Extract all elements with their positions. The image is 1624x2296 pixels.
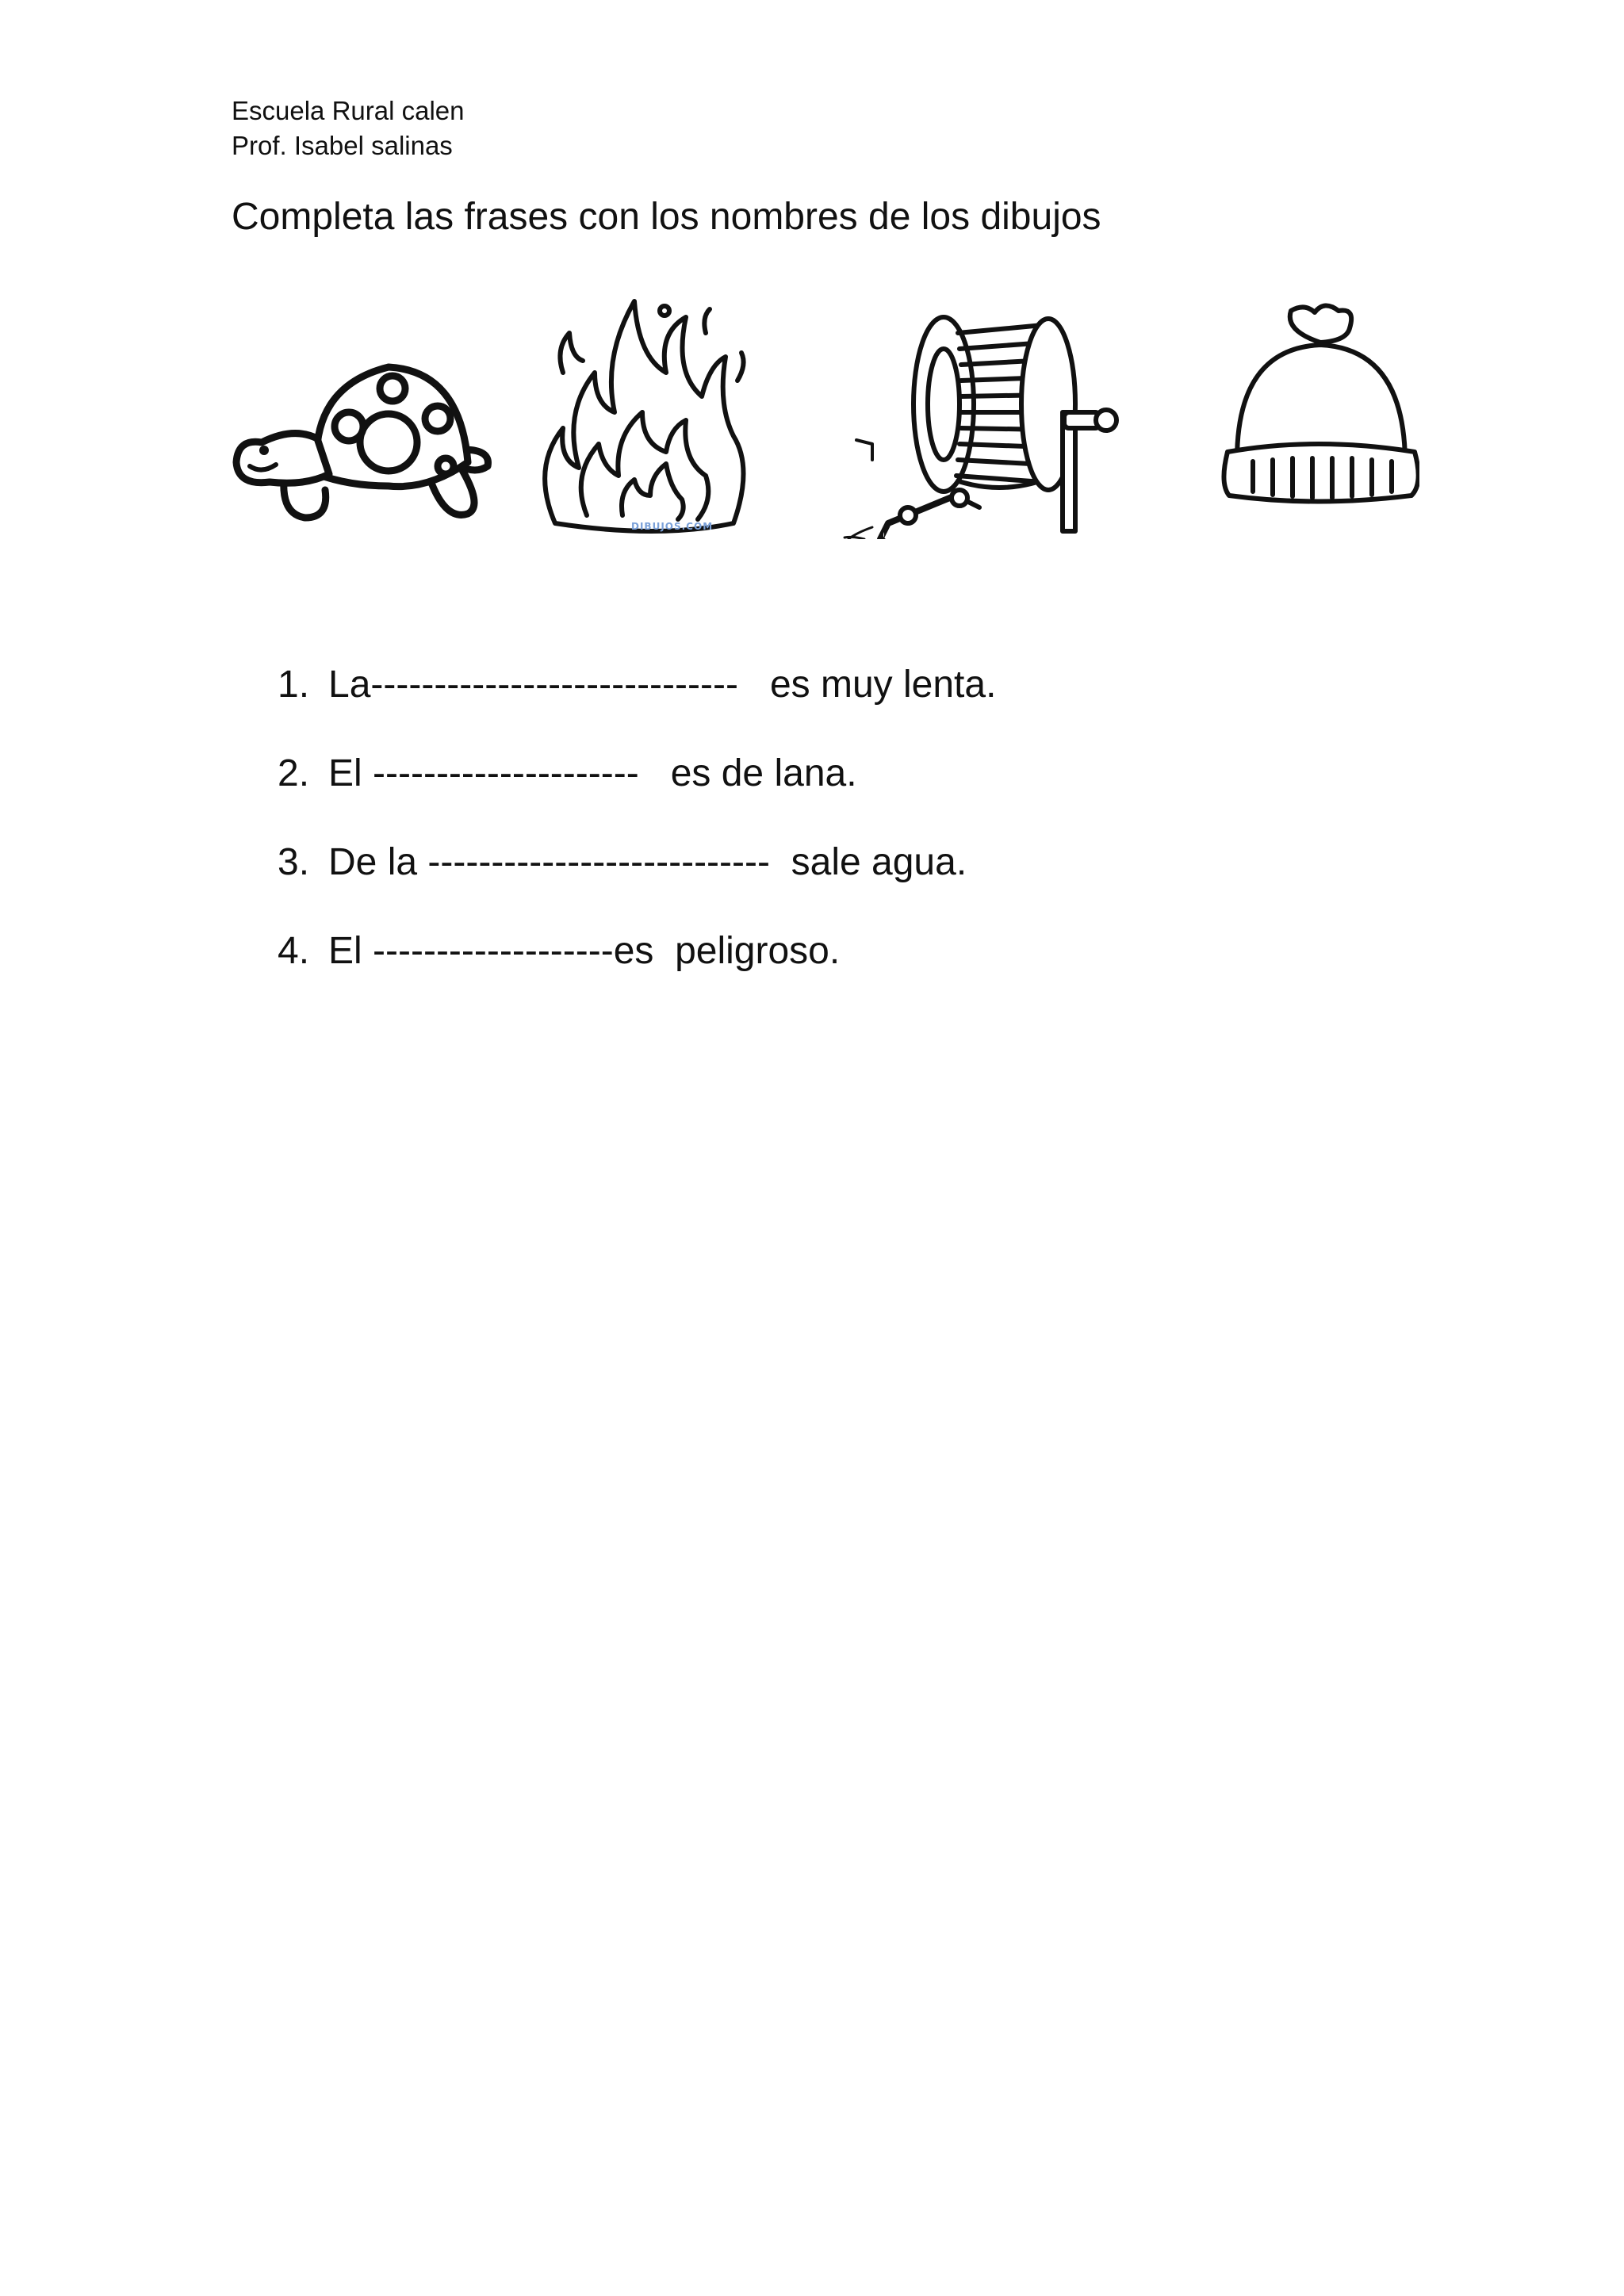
- instruction-title: Completa las frases con los nombres de los dibujos: [232, 196, 1101, 238]
- item-number: 2.: [278, 752, 310, 794]
- sentence-list: [278, 660, 996, 1015]
- sentence-text: El -------------------es peligroso.: [328, 930, 841, 972]
- worksheet-header: [232, 94, 465, 163]
- teacher-name: Prof. Isabel salinas: [232, 131, 453, 160]
- sentence-text: De la --------------------------- sale agua.: [328, 841, 967, 883]
- wool-hat-icon: [1221, 301, 1419, 507]
- list-item: [278, 660, 996, 748]
- list-item: [278, 837, 996, 926]
- list-item: [278, 748, 996, 837]
- item-number: 4.: [278, 930, 310, 972]
- sentence-text: La----------------------------- es muy lenta.: [328, 664, 997, 706]
- turtle-icon: [230, 355, 492, 538]
- fire-icon: [539, 285, 769, 539]
- fire-watermark: DIBUJOS.COM: [631, 521, 714, 532]
- sentence-text: El --------------------- es de lana.: [328, 752, 857, 794]
- hose-reel-icon: [841, 301, 1142, 539]
- school-name: Escuela Rural calen: [232, 96, 465, 125]
- item-number: 1.: [278, 664, 310, 706]
- item-number: 3.: [278, 841, 310, 883]
- list-item: [278, 926, 996, 1015]
